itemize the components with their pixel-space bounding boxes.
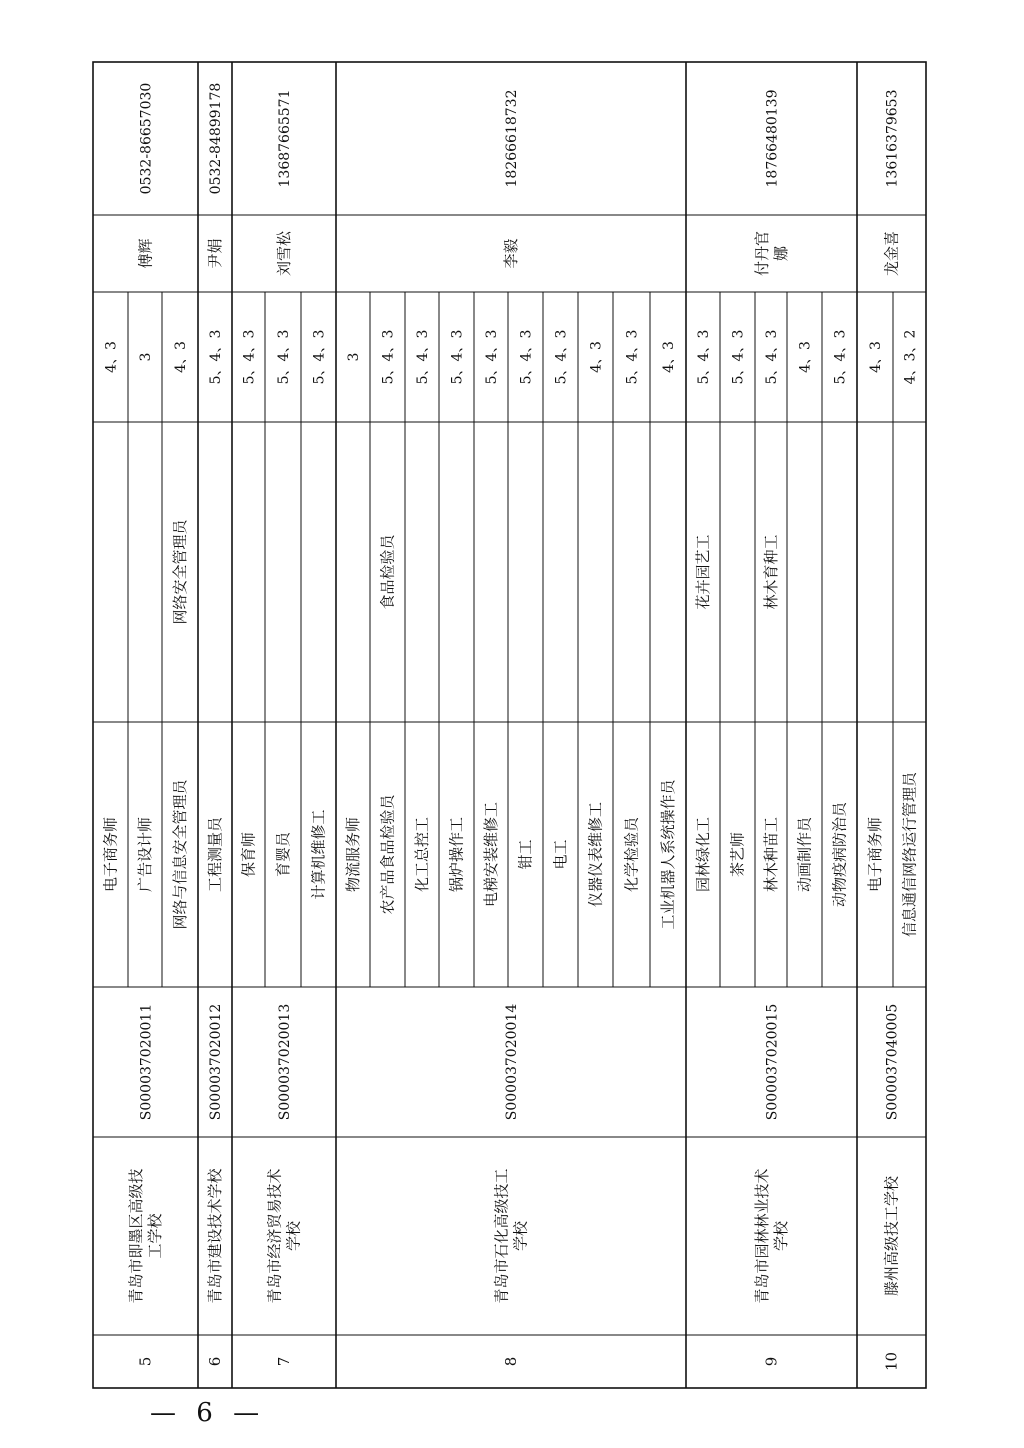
- institution-number: 9: [762, 1356, 781, 1367]
- level-cell: 4、3: [868, 341, 884, 373]
- contact-name: 付丹官娜: [753, 230, 790, 277]
- level-cell: 3: [346, 352, 362, 362]
- occupation-cell: 动物疫病防治员: [830, 801, 849, 908]
- level-cell: 5、4、3: [276, 329, 292, 385]
- institution-number: 6: [206, 1356, 224, 1367]
- institution-code: S000037020014: [504, 1003, 520, 1121]
- occupation-cell: 农产品食品检验员: [378, 794, 397, 915]
- institution-number: 5: [136, 1356, 155, 1367]
- institution-name: 滕州高级技工学校: [882, 1175, 901, 1297]
- occupation-cell: 园林绿化工: [694, 816, 712, 893]
- page-number: — 6 —: [150, 1398, 266, 1428]
- institution-code: S000037020015: [764, 1003, 781, 1121]
- occupation-cell: 网络与信息安全管理员: [171, 779, 189, 930]
- occupation-cell: 广告设计师: [136, 816, 154, 893]
- contact-phone: 18266618732: [504, 89, 520, 188]
- level-cell: 5、4、3: [449, 329, 466, 385]
- contact-name: 刘雪松: [275, 230, 293, 277]
- occupation-cell: 锅炉操作工: [447, 816, 466, 893]
- track-cell: 花卉园艺工: [694, 534, 712, 610]
- level-cell: 5、4、3: [380, 329, 397, 385]
- occupation-cell: 工业机器人系统操作员: [659, 779, 677, 930]
- occupation-cell: 化学检验员: [622, 816, 641, 893]
- level-cell: 5、4、3: [518, 329, 535, 385]
- track-cell: 林木育种工: [762, 534, 780, 610]
- occupation-cell: 电梯安装维修工: [482, 801, 500, 908]
- occupation-cell: 林木种苗工: [762, 816, 780, 893]
- level-cell: 4、3: [173, 341, 189, 373]
- level-cell: 5、4、3: [484, 329, 500, 385]
- institution-number: 8: [502, 1356, 520, 1367]
- institution-code: S000037020012: [208, 1003, 224, 1121]
- level-cell: 5、4、3: [764, 329, 780, 385]
- contact-phone: 13616379653: [884, 89, 901, 188]
- level-cell: 5、4、3: [311, 329, 328, 385]
- level-cell: 4、3: [661, 341, 677, 373]
- occupation-cell: 物流服务师: [344, 816, 362, 893]
- contact-name: 龙金喜: [882, 230, 901, 277]
- level-cell: 5、4、3: [624, 329, 641, 385]
- contact-phone: 0532-86657030: [138, 82, 155, 195]
- occupation-cell: 钳工: [516, 839, 535, 870]
- occupation-cell: 计算机维修工: [309, 809, 328, 900]
- occupation-cell: 信息通信网络运行管理员: [900, 771, 919, 938]
- occupation-cell: 工程测量员: [206, 816, 224, 893]
- occupation-cell: 育婴员: [274, 831, 292, 878]
- track-cell: 网络安全管理员: [171, 519, 189, 625]
- occupation-cell: 保育师: [239, 831, 258, 878]
- institution-name: 青岛市石化高级技工学校: [492, 1168, 530, 1304]
- institution-number: 10: [882, 1351, 901, 1372]
- contact-phone: 0532-84899178: [208, 82, 224, 195]
- level-cell: 4、3、2: [902, 329, 919, 385]
- occupation-cell: 动画制作员: [795, 816, 814, 893]
- contact-phone: 13687665571: [277, 89, 293, 188]
- institution-name: 青岛市经济贸易技术学校: [265, 1168, 303, 1304]
- occupation-cell: 电子商务师: [101, 816, 120, 893]
- contact-phone: 18766480139: [764, 89, 781, 188]
- level-cell: 4、3: [797, 341, 814, 373]
- level-cell: 5、4、3: [415, 329, 431, 385]
- track-cell: 食品检验员: [378, 534, 397, 610]
- institution-code: S000037040005: [884, 1003, 901, 1121]
- institution-name: 青岛市即墨区高级技工学校: [127, 1168, 164, 1304]
- level-cell: 5、4、3: [553, 329, 570, 385]
- level-cell: 5、4、3: [241, 329, 258, 385]
- occupation-cell: 化工总控工: [413, 816, 431, 893]
- contact-name: 尹娟: [206, 238, 224, 269]
- occupation-cell: 电工: [551, 839, 570, 870]
- level-cell: 4、3: [588, 341, 605, 373]
- institution-name: 青岛市园林林业技术学校: [753, 1168, 790, 1304]
- institution-code: S000037020013: [277, 1003, 293, 1121]
- institution-number: 7: [275, 1356, 293, 1367]
- level-cell: 5、4、3: [832, 329, 849, 385]
- occupation-cell: 电子商务师: [866, 816, 884, 893]
- level-cell: 5、4、3: [208, 329, 224, 385]
- level-cell: 5、4、3: [696, 329, 712, 385]
- contact-name: 李毅: [502, 238, 520, 269]
- level-cell: 3: [138, 352, 154, 362]
- occupation-cell: 茶艺师: [728, 831, 747, 878]
- level-cell: 4、3: [103, 341, 120, 373]
- level-cell: 5、4、3: [730, 329, 747, 385]
- institution-name: 青岛市建设技术学校: [206, 1168, 224, 1304]
- institution-code: S000037020011: [138, 1003, 155, 1121]
- occupation-cell: 仪器仪表维修工: [586, 801, 605, 908]
- contact-name: 傅辉: [136, 238, 155, 269]
